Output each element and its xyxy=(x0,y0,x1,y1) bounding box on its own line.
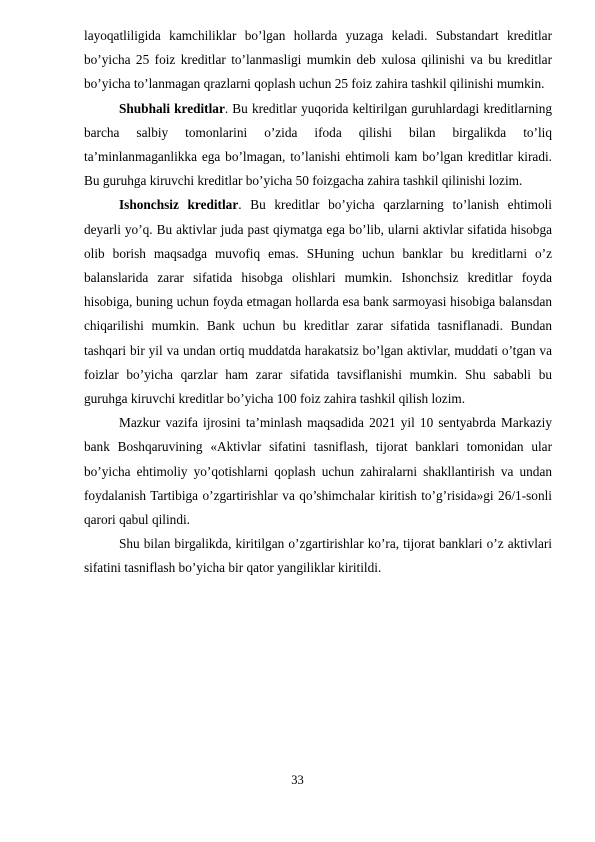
document-page xyxy=(84,24,552,581)
paragraph-substandard-continuation xyxy=(84,24,552,97)
paragraph-text: layoqatliligida kamchiliklar bo’lgan hollarda yuzaga keladi. Substandart kreditlar bo’yicha 25 foiz kreditlar to’lanmasligi mumkin deb xulosa qilinishi va bu kreditlar bo’yicha to’lanmagan qrazlarni qoplash uchun 25 foiz zahira tashkil qilinishi mumkin. xyxy=(84,28,552,92)
term-unreliable-loans: Ishonchsiz kreditlar xyxy=(119,197,239,213)
paragraph-unreliable-loans xyxy=(84,193,552,411)
paragraph-innovations xyxy=(84,532,552,580)
term-doubtful-loans: Shubhali kreditlar xyxy=(119,100,225,116)
paragraph-text: . Bu kreditlar yuqorida keltirilgan guruhlardagi kreditlarning barcha salbiy tomonlarini o’zida ifoda qilishi bilan birgalikda to’liq ta’minlanmaganlikka ega bo’lmagan, to’lanishi ehtimoli kam bo’lgan kreditlar kiradi. Bu guruhga kiruvchi kreditlar bo’yicha 50 foizgacha zahira tashkil qilinishi lozim. xyxy=(84,100,552,189)
paragraph-text: Shu bilan birgalikda, kiritilgan o’zgartirishlar ko’ra, tijorat banklari o’z aktivlari sifatini tasniflash bo’yicha bir qator yangiliklar kiritildi. xyxy=(84,536,552,576)
paragraph-doubtful-loans xyxy=(84,97,552,194)
page-number: 33 xyxy=(291,773,304,787)
paragraph-central-bank-decision xyxy=(84,411,552,532)
paragraph-text: Mazkur vazifa ijrosini ta’minlash maqsadida 2021 yil 10 sentyabrda Markaziy bank Boshqaruvining «Aktivlar sifatini tasniflash, tijorat banklari tomonidan ular bo’yicha ehtimoliy yo’qotishlarni qoplash uchun zahiralarni shakllantirish va undan foydalanish Tartibiga o’zgartirishlar va qo’shimchalar kiritish to’g’risida»gi 26/1-sonli qarori qabul qilindi. xyxy=(84,415,552,528)
paragraph-text: . Bu kreditlar bo’yicha qarzlarning to’lanish ehtimoli deyarli yo’q. Bu aktivlar juda past qiymatga ega bo’lib, ularni aktivlar sifatida hisobga olib borish maqsadga muvofiq emas. SHuning uchun banklar bu kreditlarni o’z balanslarida zarar sifatida hisobga olishlari mumkin. Ishonchsiz kreditlar foyda hisobiga, buning uchun foyda etmagan hollarda esa bank sarmoyasi hisobiga balansdan chiqarilishi mumkin. Bank uchun bu kreditlar zarar sifatida tasniflanadi. Bundan tashqari bir yil va undan ortiq muddatda harakatsiz bo’lgan aktivlar, muddati o’tgan va foizlar bo’yicha qarzlar ham zarar sifatida tavsiflanishi mumkin. Shu sababli bu guruhga kiruvchi kreditlar bo’yicha 100 foiz zahira tashkil qilish lozim. xyxy=(84,197,552,407)
